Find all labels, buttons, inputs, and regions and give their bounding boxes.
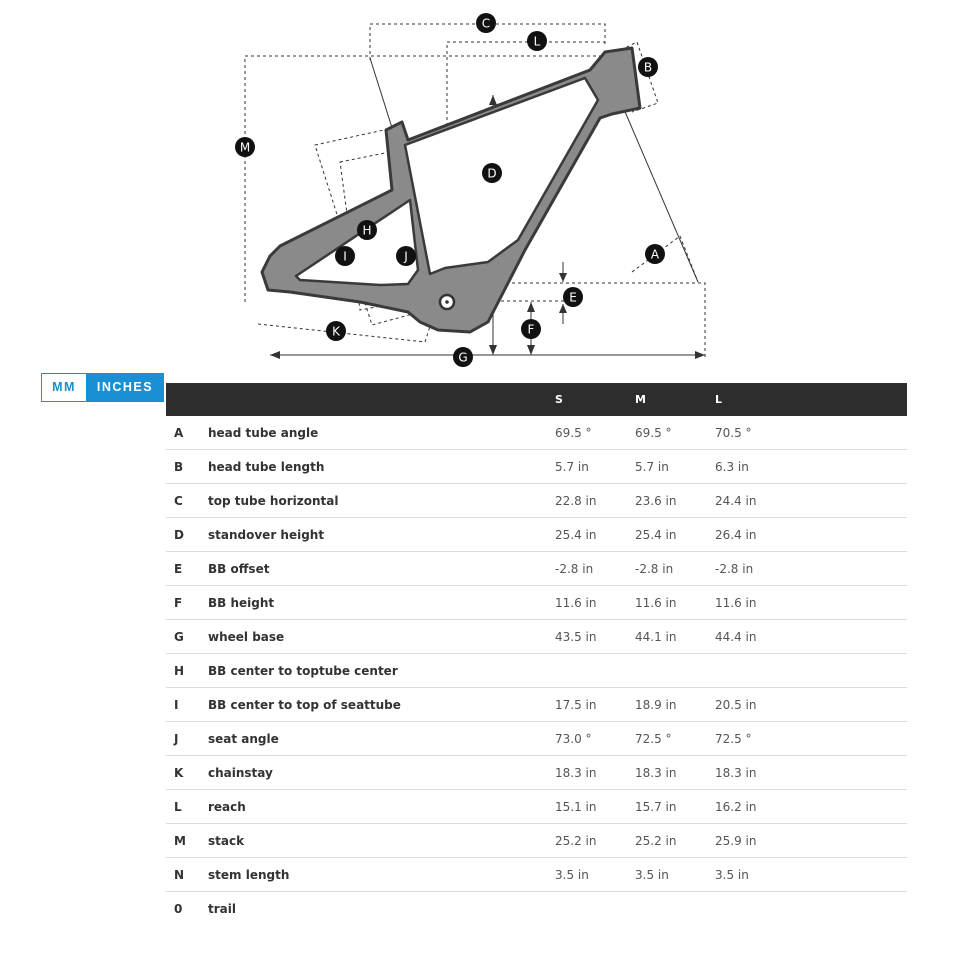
row-size-m: 18.3 in xyxy=(635,766,677,780)
table-row xyxy=(166,416,907,450)
row-size-l: 6.3 in xyxy=(715,460,749,474)
row-code: B xyxy=(174,460,184,474)
row-code: A xyxy=(174,426,184,440)
frame-geometry-diagram xyxy=(225,10,725,372)
row-size-m: -2.8 in xyxy=(635,562,674,576)
diagram-label-D xyxy=(482,163,502,183)
row-size-m: 25.2 in xyxy=(635,834,677,848)
row-name: BB center to top of seattube xyxy=(208,698,401,712)
table-row xyxy=(166,688,907,722)
row-code: H xyxy=(174,664,185,678)
row-size-m: 25.4 in xyxy=(635,528,677,542)
diagram-label-G xyxy=(453,347,473,367)
row-code: K xyxy=(174,766,184,780)
svg-text:F: F xyxy=(527,322,535,337)
row-size-s: 43.5 in xyxy=(555,630,597,644)
table-header xyxy=(166,383,907,416)
row-code: G xyxy=(174,630,184,644)
row-name: seat angle xyxy=(208,732,279,746)
row-size-s: 25.2 in xyxy=(555,834,597,848)
diagram-label-K xyxy=(326,321,346,341)
diagram-label-J xyxy=(396,246,416,266)
svg-text:A: A xyxy=(650,247,660,262)
row-name: trail xyxy=(208,902,236,916)
svg-text:I: I xyxy=(343,249,347,264)
row-size-s: 5.7 in xyxy=(555,460,589,474)
table-body xyxy=(166,416,907,925)
table-row xyxy=(166,824,907,858)
row-size-l: 72.5 ° xyxy=(715,732,752,746)
row-name: BB offset xyxy=(208,562,270,576)
size-s-header: S xyxy=(555,393,563,406)
svg-text:G: G xyxy=(458,350,468,365)
svg-text:L: L xyxy=(533,34,541,49)
svg-text:D: D xyxy=(487,166,497,181)
row-name: standover height xyxy=(208,528,325,542)
diagram-label-M xyxy=(235,137,255,157)
row-size-s: 18.3 in xyxy=(555,766,597,780)
row-size-s: 25.4 in xyxy=(555,528,597,542)
row-size-m: 5.7 in xyxy=(635,460,669,474)
svg-text:H: H xyxy=(362,223,372,238)
size-m-header: M xyxy=(635,393,646,406)
table-row xyxy=(166,518,907,552)
row-size-l: 3.5 in xyxy=(715,868,749,882)
row-size-s: 73.0 ° xyxy=(555,732,592,746)
row-size-m: 15.7 in xyxy=(635,800,677,814)
inches-unit-button[interactable]: INCHES xyxy=(87,373,164,402)
row-name: wheel base xyxy=(208,630,285,644)
row-size-m: 3.5 in xyxy=(635,868,669,882)
svg-text:J: J xyxy=(404,249,408,264)
row-size-m: 69.5 ° xyxy=(635,426,672,440)
row-size-l: 25.9 in xyxy=(715,834,757,848)
row-code: C xyxy=(174,494,183,508)
diagram-label-H xyxy=(357,220,377,240)
row-size-m: 11.6 in xyxy=(635,596,677,610)
row-name: stack xyxy=(208,834,245,848)
diagram-label-L xyxy=(527,31,547,51)
row-size-s: 15.1 in xyxy=(555,800,597,814)
row-size-m: 18.9 in xyxy=(635,698,677,712)
row-size-l: 44.4 in xyxy=(715,630,757,644)
row-code: J xyxy=(174,732,179,746)
row-name: head tube angle xyxy=(208,426,319,440)
table-row xyxy=(166,620,907,654)
row-name: chainstay xyxy=(208,766,273,780)
svg-text:K: K xyxy=(332,324,340,339)
diagram-label-E xyxy=(563,287,583,307)
table-row xyxy=(166,790,907,824)
row-code: M xyxy=(174,834,186,848)
row-size-l: 20.5 in xyxy=(715,698,757,712)
table-row xyxy=(166,756,907,790)
row-code: D xyxy=(174,528,184,542)
table-row xyxy=(166,654,907,688)
row-size-m: 72.5 ° xyxy=(635,732,672,746)
row-size-s: 17.5 in xyxy=(555,698,597,712)
diagram-label-A xyxy=(645,244,665,264)
row-size-s: -2.8 in xyxy=(555,562,594,576)
diagram-label-B xyxy=(638,57,658,77)
row-size-s: 69.5 ° xyxy=(555,426,592,440)
svg-text:C: C xyxy=(481,16,491,31)
row-size-l: 70.5 ° xyxy=(715,426,752,440)
row-size-s: 3.5 in xyxy=(555,868,589,882)
size-l-header: L xyxy=(715,393,723,406)
row-size-s: 11.6 in xyxy=(555,596,597,610)
row-name: top tube horizontal xyxy=(208,494,339,508)
geometry-table xyxy=(166,383,907,925)
table-row xyxy=(166,484,907,518)
table-row xyxy=(166,892,907,925)
row-name: BB center to toptube center xyxy=(208,664,398,678)
svg-text:B: B xyxy=(643,60,653,75)
table-row xyxy=(166,722,907,756)
row-size-s: 22.8 in xyxy=(555,494,597,508)
mm-unit-button[interactable]: MM xyxy=(41,373,87,402)
row-code: L xyxy=(174,800,182,814)
row-size-m: 23.6 in xyxy=(635,494,677,508)
row-size-l: 16.2 in xyxy=(715,800,757,814)
row-size-l: 26.4 in xyxy=(715,528,757,542)
svg-text:M: M xyxy=(239,140,251,155)
row-name: head tube length xyxy=(208,460,325,474)
table-row xyxy=(166,858,907,892)
row-size-l: 18.3 in xyxy=(715,766,757,780)
row-code: N xyxy=(174,868,185,882)
row-size-l: 11.6 in xyxy=(715,596,757,610)
table-row xyxy=(166,450,907,484)
row-name: BB height xyxy=(208,596,275,610)
svg-text:E: E xyxy=(569,290,577,305)
row-name: reach xyxy=(208,800,246,814)
row-size-l: 24.4 in xyxy=(715,494,757,508)
row-name: stem length xyxy=(208,868,290,882)
diagram-label-C xyxy=(476,13,496,33)
row-code: F xyxy=(174,596,183,610)
table-row xyxy=(166,552,907,586)
diagram-label-F xyxy=(521,319,541,339)
row-size-m: 44.1 in xyxy=(635,630,677,644)
row-code: 0 xyxy=(174,902,183,916)
row-size-l: -2.8 in xyxy=(715,562,754,576)
diagram-label-I xyxy=(335,246,355,266)
table-row xyxy=(166,586,907,620)
row-code: I xyxy=(174,698,179,712)
unit-toggle xyxy=(41,373,164,402)
row-code: E xyxy=(174,562,183,576)
